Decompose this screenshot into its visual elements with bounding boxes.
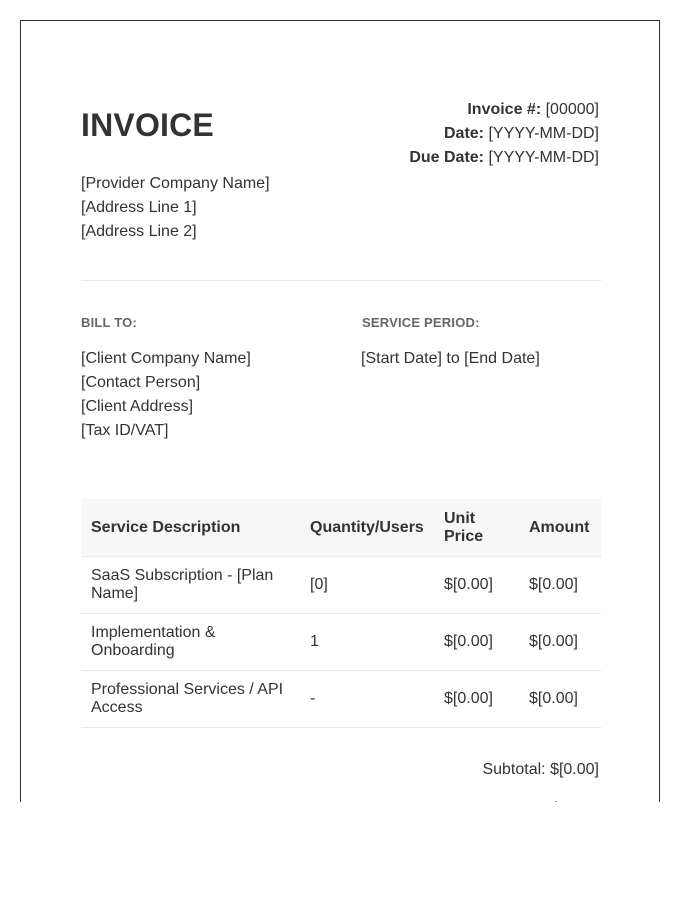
row-description: Implementation & Onboarding [81,614,300,671]
row-quantity: - [300,671,434,728]
table-row [81,671,601,728]
invoice-due-date-value: [YYYY-MM-DD] [488,149,599,166]
row-unit-price: $[0.00] [434,671,519,728]
provider-address-line-1: [Address Line 1] [81,199,197,216]
service-period-value: [Start Date] to [End Date] [361,350,540,367]
client-address: [Client Address] [81,398,194,415]
row-quantity: [0] [300,557,434,614]
provider-company-name: [Provider Company Name] [81,175,270,192]
table-row [81,614,601,671]
subtotal-value: $[0.00] [550,761,599,778]
row-unit-price: $[0.00] [434,614,519,671]
table-row [81,557,601,614]
row-amount: $[0.00] [519,557,601,614]
header-unit-price: Unit Price [434,499,519,557]
row-description: SaaS Subscription - [Plan Name] [81,557,300,614]
invoice-meta [409,98,599,170]
items-table [81,499,601,728]
client-tax-id: [Tax ID/VAT] [81,422,169,439]
table-header-row [81,499,601,557]
service-period-label: SERVICE PERIOD: [362,315,480,330]
row-unit-price: $[0.00] [434,557,519,614]
row-description: Professional Services / API Access [81,671,300,728]
client-contact-person: [Contact Person] [81,374,201,391]
header-service-description: Service Description [81,499,300,557]
invoice-due-date-label: Due Date: [409,149,485,166]
row-quantity: 1 [300,614,434,671]
subtotal-label: Subtotal: [482,761,546,778]
invoice-number-label: Invoice #: [467,101,542,118]
client-company-name: [Client Company Name] [81,350,251,367]
bill-to-label: BILL TO: [81,315,138,330]
header-amount: Amount [519,499,601,557]
header-divider [81,280,601,281]
row-amount: $[0.00] [519,671,601,728]
invoice-date-label: Date: [444,125,485,142]
invoice-page [20,20,660,802]
provider-address-line-2: [Address Line 2] [81,223,197,240]
invoice-number-value: [00000] [545,101,599,118]
header-quantity-users: Quantity/Users [300,499,434,557]
invoice-due-date [409,146,599,170]
page-cut-mark [555,801,557,802]
invoice-date-value: [YYYY-MM-DD] [488,125,599,142]
subtotal [482,760,599,780]
invoice-number [409,98,599,122]
row-amount: $[0.00] [519,614,601,671]
provider-info [81,172,270,244]
invoice-title: INVOICE [81,107,214,143]
invoice-date [409,122,599,146]
bill-to-info [81,347,251,443]
